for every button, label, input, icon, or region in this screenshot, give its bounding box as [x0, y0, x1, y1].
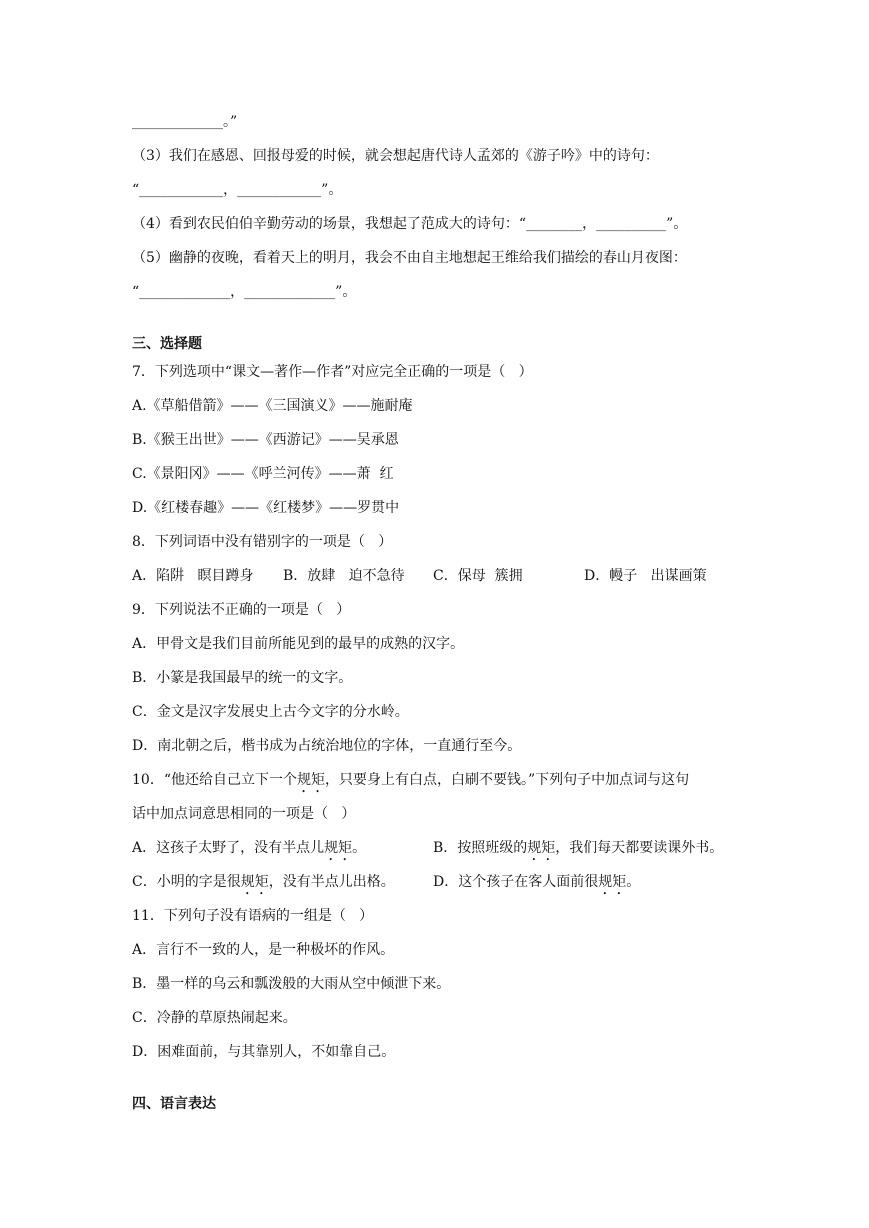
q10-option-b-dotted: 规矩	[527, 840, 556, 856]
q10-option-a-pre: A．这孩子太野了，没有半点儿	[132, 840, 325, 856]
q8-option-c: C．保母 簇拥	[433, 568, 523, 584]
q10-option-c	[132, 872, 395, 898]
q8-option-b: B．放肆 迫不急待	[283, 568, 405, 584]
q9-option-a: A．甲骨文是我们目前所能见到的最早的成熟的汉字。	[132, 636, 465, 652]
q10-option-d-pre: D．这个孩子在客人面前很	[433, 874, 599, 890]
fill-q3-line1: （3）我们在感恩、回报母爱的时候，就会想起唐代诗人孟郊的《游子吟》中的诗句：	[132, 148, 659, 164]
q10-option-b	[433, 838, 723, 864]
q8-stem: 8．下列词语中没有错别字的一项是（ ）	[132, 534, 393, 550]
q10-option-a	[132, 838, 366, 864]
q10-option-a-dotted: 规矩	[324, 840, 353, 856]
q9-option-d: D．南北朝之后，楷书成为占统治地位的字体，一直通行至今。	[132, 738, 522, 754]
q9-option-b: B．小篆是我国最早的统一的文字。	[132, 670, 353, 686]
q8-option-d: D．幔子 出谋画策	[584, 568, 707, 584]
poem-tail-blank: _____________。”	[132, 114, 238, 130]
q10-stem-line1	[132, 770, 689, 796]
q11-option-d: D．困难面前，与其靠别人，不如靠自己。	[132, 1044, 396, 1060]
q10-option-c-post: ，没有半点儿出格。	[268, 874, 395, 890]
q10-option-b-post: ，我们每天都要读课外书。	[555, 840, 724, 856]
q7-option-b: B.《猴王出世》——《西游记》——吴承恩	[132, 432, 399, 448]
q10-option-c-dotted: 规矩	[240, 874, 269, 890]
q10-option-a-post: 。	[352, 840, 367, 856]
q9-stem: 9．下列说法不正确的一项是（ ）	[132, 602, 351, 618]
q10-stem-post: ，只要身上有白点，白刷不要钱。”下列句子中加点词与这句	[324, 772, 690, 788]
fill-q3-line2: “____________，____________”。	[132, 182, 343, 198]
q11-option-a: A．言行不一致的人，是一种极坏的作风。	[132, 942, 395, 958]
q10-option-d-post: 。	[626, 874, 641, 890]
section4-heading: 四、语言表达	[132, 1096, 216, 1112]
q10-dotted-word: 规矩	[296, 772, 325, 788]
q10-stem-line2: 话中加点词意思相同的一项是（ ）	[132, 806, 356, 822]
q7-option-c: C.《景阳冈》——《呼兰河传》——萧 红	[132, 466, 394, 482]
q11-option-c: C．冷静的草原热闹起来。	[132, 1010, 297, 1026]
fill-q5-line1: （5）幽静的夜晚，看着天上的明月，我会不由自主地想起王维给我们描绘的春山月夜图：	[132, 250, 687, 266]
q11-stem: 11．下列句子没有语病的一组是（ ）	[132, 908, 374, 924]
q10-option-d	[433, 872, 640, 898]
q8-option-a: A．陷阱 瞑目蹲身	[132, 568, 254, 584]
q7-option-a: A.《草船借箭》——《三国演义》——施耐庵	[132, 398, 413, 414]
q7-option-d: D.《红楼春趣》——《红楼梦》——罗贯中	[132, 500, 400, 516]
fill-q4: （4）看到农民伯伯辛勤劳动的场景，我想起了范成大的诗句：“________，__________”。	[132, 216, 688, 232]
q10-stem-pre: 10．“他还给自己立下一个	[132, 772, 297, 788]
q11-option-b: B．墨一样的乌云和瓢泼般的大雨从空中倾泄下来。	[132, 976, 451, 992]
fill-q5-line2: “_____________，_____________”。	[132, 284, 357, 300]
section3-heading: 三、选择题	[132, 336, 202, 352]
q9-option-c: C．金文是汉字发展史上古今文字的分水岭。	[132, 704, 409, 720]
q10-option-c-pre: C．小明的字是很	[132, 874, 241, 890]
q10-option-d-dotted: 规矩	[598, 874, 627, 890]
q10-option-b-pre: B．按照班级的	[433, 840, 528, 856]
q7-stem: 7．下列选项中“课文—著作—作者”对应完全正确的一项是（ ）	[132, 364, 533, 380]
